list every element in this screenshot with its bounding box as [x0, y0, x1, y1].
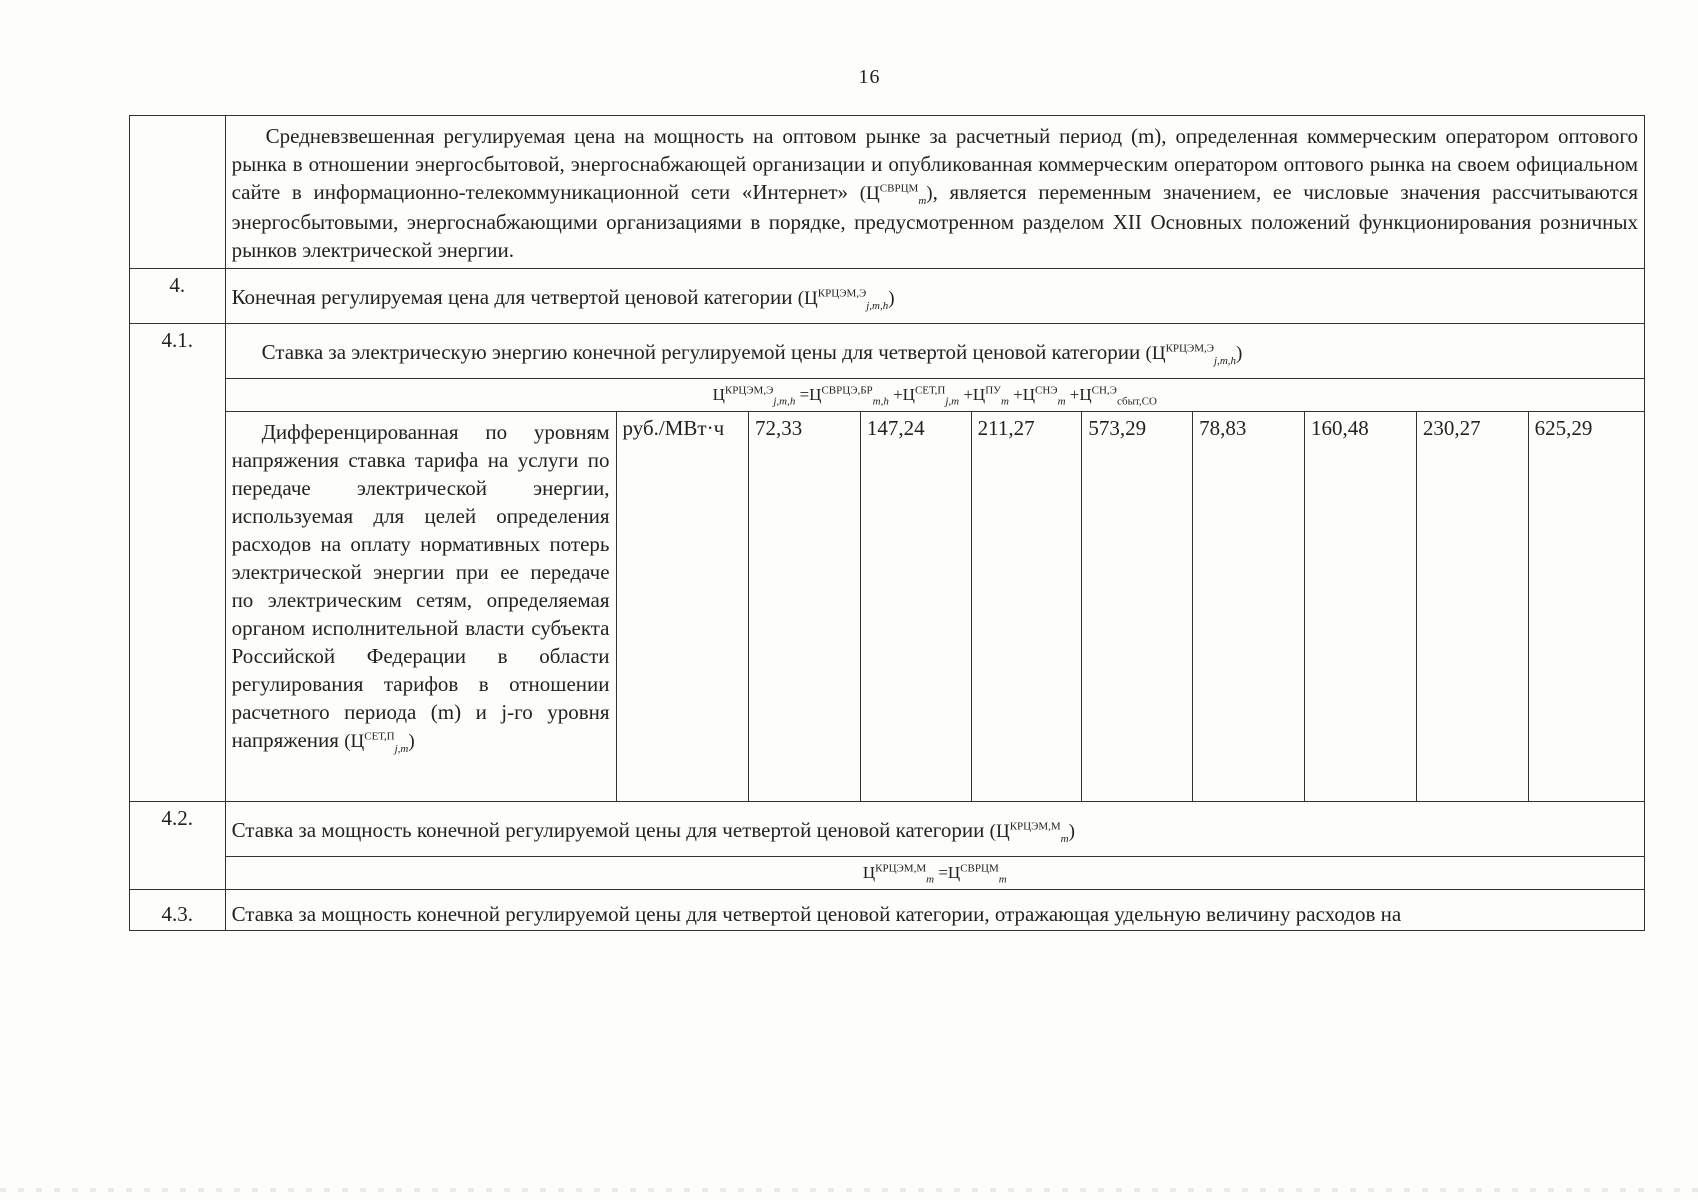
intro-symbol: $(Ц^{СВРЦМ}_m)$ — [859, 182, 933, 207]
tariff-unit: руб./МВт·ч — [616, 412, 748, 802]
page-number: 16 — [858, 66, 881, 88]
row-4-2-number: 4.2. — [130, 802, 226, 890]
formula-2: $Ц^{КРЦЭМ,М}_m =Ц^{СВРЦМ}_m$ — [225, 857, 1644, 890]
row-4-1-number: 4.1. — [130, 324, 226, 802]
row-4-number: 4. — [130, 269, 226, 324]
intro-cell: Средневзвешенная регулируемая цена на мощность на оптовом рынке за расчетный период (m), определенная коммерческим оператором оптового рынка в отношении энергосбытовой, энергоснабжающей организации и опубликованная коммерческим оператором оптового рынка на своем официальном сайте в информационно-телекоммуникационной сети «Интернет» $(Ц^{СВРЦМ}_m)$, является переменным значением, ее числовые значения рассчитываются энергосбытовыми, энергоснабжающими организациями в порядке, предусмотренном разделом XII Основных положений функционирования розничных рынков электрической энергии. — [225, 116, 1644, 269]
tariff-value: 160,48 — [1304, 412, 1416, 802]
tariff-symbol: $(Ц^{СЕТ,П}_{j,m})$ — [344, 730, 415, 755]
row-4-2 — [130, 802, 1645, 857]
tariff-table — [129, 115, 1645, 931]
tariff-value: 72,33 — [749, 412, 861, 802]
row-4-text: Конечная регулируемая цена для четвертой ценовой категории $(Ц^{КРЦЭМ,Э}_{j,m,h})$ — [225, 269, 1644, 324]
tariff-description: Дифференцированная по уровням напряжения ставка тарифа на услуги по передаче электрической энергии, используемая для целей определения расходов на оплату нормативных потерь электрической энергии при ее передаче по электрическим сетям, определяемая органом исполнительной власти субъекта Российской Федерации в области регулирования тарифов в отношении расчетного периода (m) и j-го уровня напряжения — [231, 420, 610, 752]
row-4-3 — [130, 890, 1645, 931]
tariff-value: 211,27 — [971, 412, 1082, 802]
intro-paragraph: Средневзвешенная регулируемая цена на мощность на оптовом рынке за расчетный период (m), определенная коммерческим оператором оптового рынка в отношении энергосбытовой, энергоснабжающей организации и опубликованная коммерческим оператором оптового рынка на своем официальном сайте в информационно-телекоммуникационной сети «Интернет» — [231, 124, 1638, 204]
intro-num-cell — [130, 116, 226, 269]
row-4 — [130, 269, 1645, 324]
scan-noise — [0, 1188, 1698, 1192]
row-4-2-symbol: $(Ц^{КРЦЭМ,М}_m)$ — [989, 820, 1075, 845]
tariff-value: 78,83 — [1193, 412, 1305, 802]
tariff-description-cell — [225, 412, 616, 802]
formula-1: $Ц^{КРЦЭМ,Э}_{j,m,h} =Ц^{СВРЦЭ,БР}_{m,h} +Ц^{СЕТ,П}_{j,m} +Ц^{ПУ}_m +Ц^{СНЭ}_m +Ц^{СН,Э}_{сбыт,СО}$ — [225, 379, 1644, 412]
row-4-3-text: Ставка за мощность конечной регулируемой цены для четвертой ценовой категории, отражающая удельную величину расходов на — [225, 890, 1644, 931]
formula-1-row — [130, 379, 1645, 412]
row-4-2-text: Ставка за мощность конечной регулируемой цены для четвертой ценовой категории $(Ц^{КРЦЭМ,М}_m)$ — [225, 802, 1644, 857]
intro-continuation: является переменным значением, ее числовые значения рассчитываются энергосбытовыми, энергоснабжающими организациями в порядке, предусмотренном разделом XII Основных положений функционирования розничных рынков электрической энергии. — [231, 180, 1639, 262]
tariff-value: 147,24 — [860, 412, 971, 802]
row-4-3-number: 4.3. — [130, 890, 226, 931]
row-4-symbol: $(Ц^{КРЦЭМ,Э}_{j,m,h})$ — [797, 287, 895, 312]
row-4-1-text: Ставка за электрическую энергию конечной регулируемой цены для четвертой ценовой категории $(Ц^{КРЦЭМ,Э}_{j,m,h})$ — [225, 324, 1644, 379]
tariff-value: 230,27 — [1416, 412, 1528, 802]
intro-row — [130, 116, 1645, 269]
row-4-1-symbol: $(Ц^{КРЦЭМ,Э}_{j,m,h})$ — [1145, 342, 1243, 367]
tariff-value: 625,29 — [1528, 412, 1644, 802]
tariff-row — [130, 412, 1645, 802]
row-4-1 — [130, 324, 1645, 379]
formula-2-row — [130, 857, 1645, 890]
tariff-value: 573,29 — [1082, 412, 1193, 802]
